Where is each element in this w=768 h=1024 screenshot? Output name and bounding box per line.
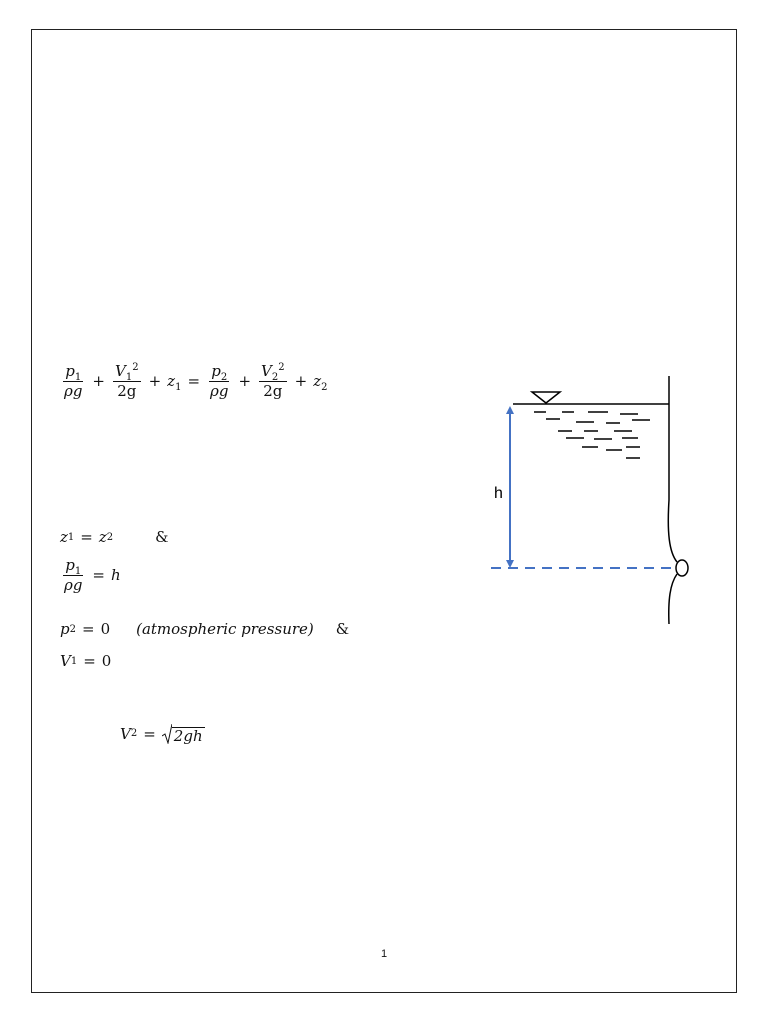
tank-wall-lower	[669, 574, 677, 624]
tank-diagram	[472, 372, 702, 636]
atmospheric-note: (atmospheric pressure)	[136, 620, 314, 638]
pressure-head-right: $\frac{p_2}{\rho g}$	[210, 362, 229, 400]
elevation-left: $z_1$	[167, 372, 182, 393]
velocity-head-left: $\frac{V_1^2}{2g}$	[115, 362, 139, 400]
tank-wall	[668, 376, 677, 562]
ampersand: &	[155, 528, 169, 546]
radical-sign-icon	[162, 724, 172, 744]
free-surface-marker-icon	[532, 392, 560, 403]
orifice-jet-icon	[676, 560, 688, 576]
pressure-head-equation: $\frac{p_1}{\rho g}$ = h	[64, 556, 121, 594]
page-number: 1	[380, 948, 388, 960]
atmospheric-pressure-equation: p 2 = 0 (atmospheric pressure) &	[60, 620, 350, 638]
tank-figure	[472, 372, 702, 632]
height-label: h	[494, 485, 503, 502]
square-root: 2gh	[162, 724, 205, 744]
document-page	[31, 29, 737, 993]
torricelli-result: V 2 = 2gh	[120, 724, 203, 745]
elevation-right: $z_2$	[313, 372, 328, 393]
water-hatching	[534, 412, 650, 458]
velocity-head-right: $\frac{V_2^2}{2g}$	[261, 362, 285, 400]
elevation-equality: z 1 = z 2 &	[60, 528, 169, 546]
initial-velocity-equation: V 1 = 0	[60, 652, 112, 670]
bernoulli-equation: $\frac{p_1}{\rho g}$ + $\frac{V_1^2}{2g}$ + $z_1$ = $\frac{p_2}{\rho g}$ + $\frac{V_2^2}{2g}$ + $z_2$	[64, 362, 328, 400]
height-arrow-top-icon	[506, 406, 514, 414]
height-arrow-bottom-icon	[506, 560, 514, 568]
pressure-head-left: $\frac{p_1}{\rho g}$	[64, 362, 83, 400]
